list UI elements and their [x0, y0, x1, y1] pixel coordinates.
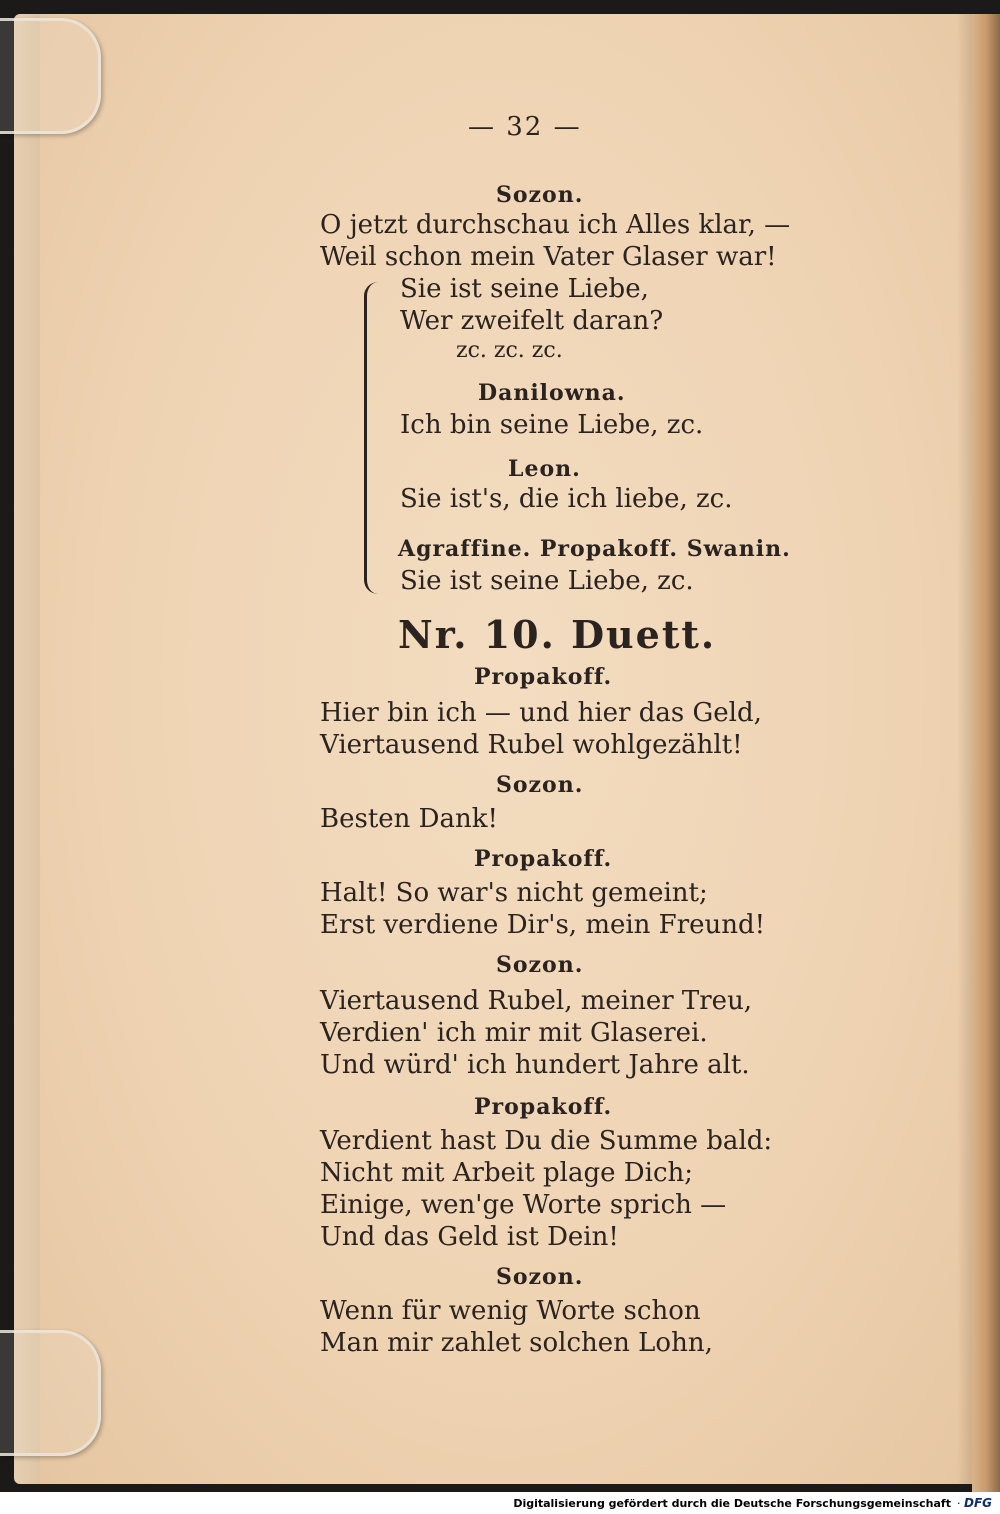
paper-clip-top [0, 18, 101, 134]
paper-clip-bottom [0, 1330, 101, 1456]
verse-line: Viertausend Rubel, meiner Treu, [320, 986, 753, 1016]
verse-line: Sie ist's, die ich liebe, zc. [400, 484, 733, 514]
section-heading: Nr. 10. Duett. [398, 612, 717, 657]
verse-line: O jetzt durchschau ich Alles klar, — [320, 210, 791, 240]
verse-line: Und das Geld ist Dein! [320, 1222, 619, 1252]
speaker-propakoff: Propakoff. [474, 846, 613, 872]
verse-line: Besten Dank! [320, 804, 498, 834]
speaker-leon: Leon. [508, 456, 581, 482]
speaker-ensemble: Agraffine. Propakoff. Swanin. [398, 536, 791, 562]
verse-line: Viertausend Rubel wohlgezählt! [320, 730, 743, 760]
verse-line: Erst verdiene Dir's, mein Freund! [320, 910, 766, 940]
verse-line: Einige, wen'ge Worte sprich — [320, 1190, 727, 1220]
book-spine-edge [972, 14, 1000, 1492]
verse-line: Verdien' ich mir mit Glaserei. [320, 1018, 708, 1048]
verse-line: Und würd' ich hundert Jahre alt. [320, 1050, 750, 1080]
speaker-propakoff: Propakoff. [474, 664, 613, 690]
verse-etc: zc. zc. zc. [456, 338, 563, 363]
footer-credit: Digitalisierung gefördert durch die Deutsche Forschungsgemeinschaft [513, 1497, 951, 1510]
speaker-propakoff: Propakoff. [474, 1094, 613, 1120]
speaker-sozon: Sozon. [496, 1264, 584, 1290]
verse-line: Hier bin ich — und hier das Geld, [320, 698, 762, 728]
verse-line: Verdient hast Du die Summe bald: [320, 1126, 773, 1156]
verse-line: Nicht mit Arbeit plage Dich; [320, 1158, 694, 1188]
verse-line: Wer zweifelt daran? [400, 306, 664, 336]
verse-line: Halt! So war's nicht gemeint; [320, 878, 708, 908]
verse-line: Ich bin seine Liebe, zc. [400, 410, 704, 440]
verse-line: Sie ist seine Liebe, zc. [400, 566, 694, 596]
speaker-sozon: Sozon. [496, 772, 584, 798]
verse-line: Wenn für wenig Worte schon [320, 1296, 701, 1326]
speaker-sozon: Sozon. [496, 182, 584, 208]
verse-line: Weil schon mein Vater Glaser war! [320, 242, 777, 272]
page-number: — 32 — [468, 112, 582, 142]
verse-line: Sie ist seine Liebe, [400, 274, 649, 304]
footer-separator: · [956, 1497, 961, 1510]
speaker-danilowna: Danilowna. [478, 380, 626, 406]
dfg-logo[interactable]: DFG [963, 1496, 992, 1510]
verse-line: Man mir zahlet solchen Lohn, [320, 1328, 713, 1358]
digitization-footer [0, 1492, 1000, 1514]
ensemble-brace [364, 282, 387, 594]
speaker-sozon: Sozon. [496, 952, 584, 978]
